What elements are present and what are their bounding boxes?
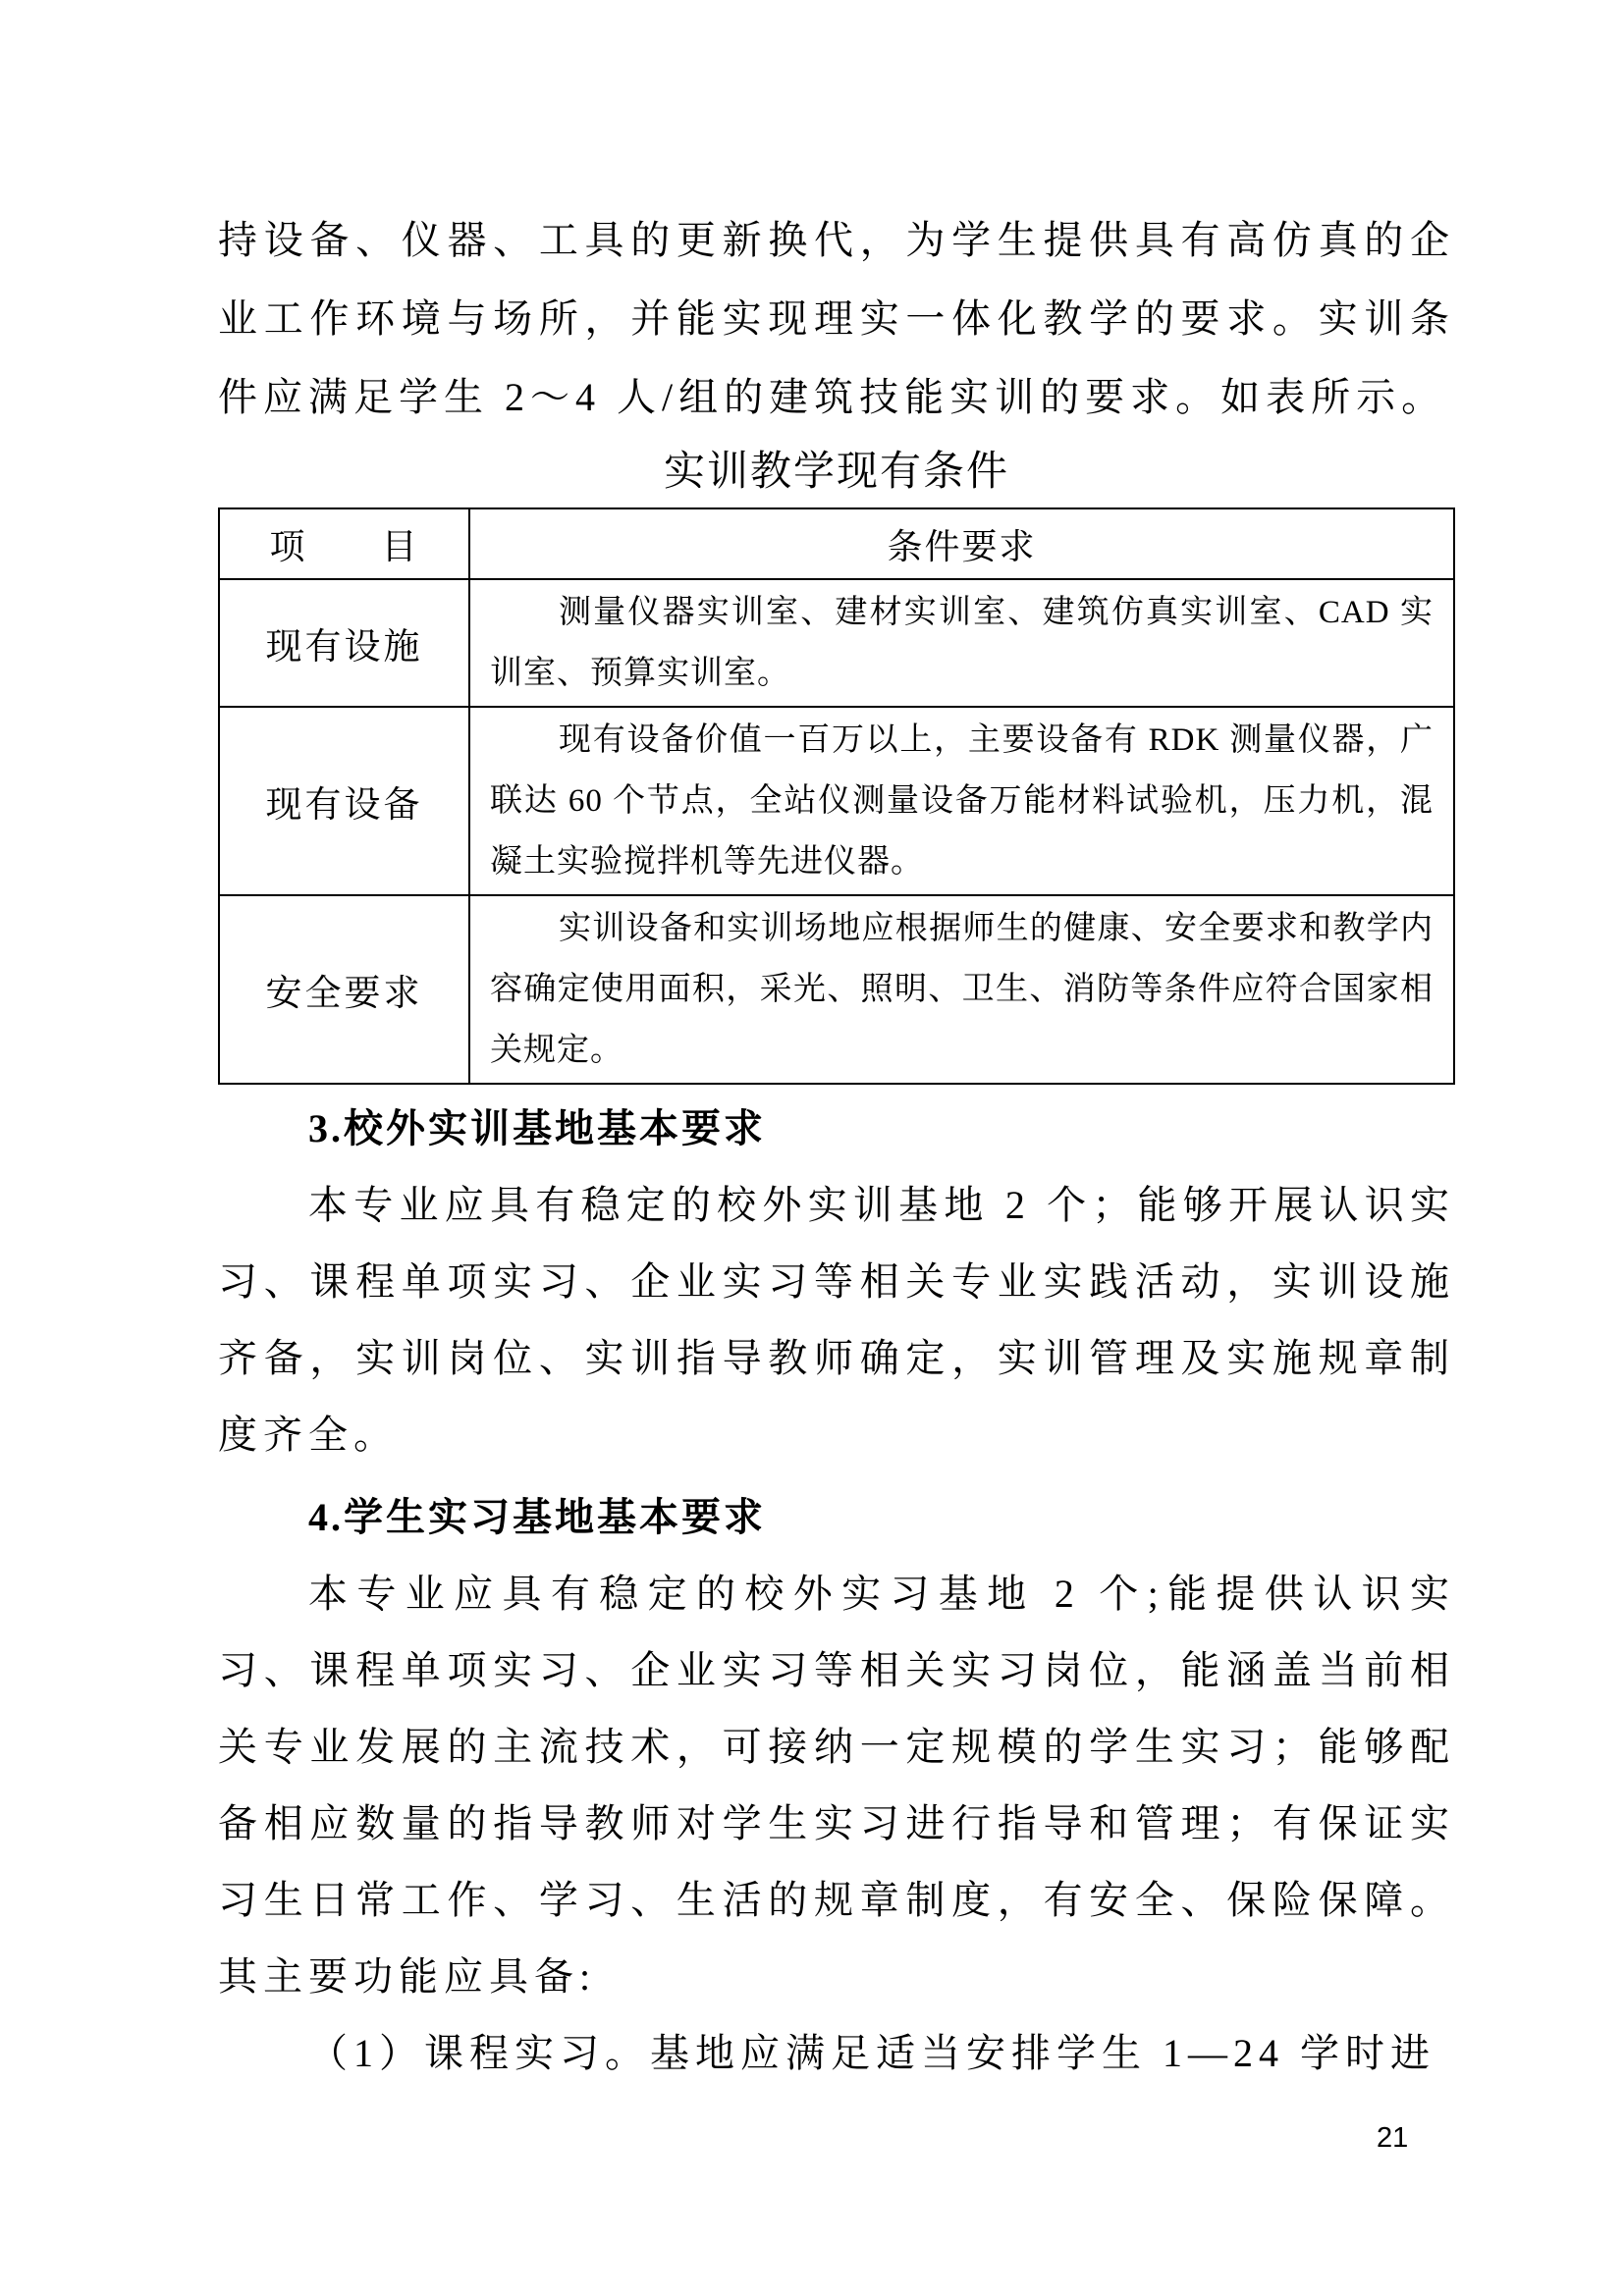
section-3-heading: 3.校外实训基地基本要求 — [308, 1106, 766, 1150]
page-number: 21 — [1377, 2122, 1409, 2154]
header-cell-requirement: 条件要求 — [469, 508, 1454, 579]
row-label-safety: 安全要求 — [219, 895, 469, 1084]
page-content — [218, 201, 1455, 2092]
row-value-equipment: 现有设备价值一百万以上，主要设备有 RDK 测量仪器，广联达 60 个节点，全站仪测量设备万能材料试验机，压力机，混凝土实验搅拌机等先进仪器。 — [469, 707, 1454, 895]
row-label-facilities: 现有设施 — [219, 579, 469, 707]
row-value-safety: 实训设备和实训场地应根据师生的健康、安全要求和教学内容确定使用面积，采光、照明、卫生、消防等条件应符合国家相关规定。 — [469, 895, 1454, 1084]
section-4-paragraph: 本专业应具有稳定的校外实习基地 2 个;能提供认识实习、课程单项实习、企业实习等相关实习岗位，能涵盖当前相关专业发展的主流技术，可接纳一定规模的学生实习；能够配备相应数量的指导教师对学生实习进行指导和管理；有保证实习生日常工作、学习、生活的规章制度，有安全、保险保障。其主要功能应具备: — [218, 1572, 1455, 1999]
table-row — [219, 895, 1454, 1084]
header-cell-item: 项 目 — [219, 508, 469, 579]
table-row — [219, 707, 1454, 895]
row-label-equipment: 现有设备 — [219, 707, 469, 895]
section-3-paragraph: 本专业应具有稳定的校外实训基地 2 个；能够开展认识实习、课程单项实习、企业实习等相关专业实践活动，实训设施齐备，实训岗位、实训指导教师确定，实训管理及实施规章制度齐全。 — [218, 1183, 1455, 1457]
intro-paragraph: 持设备、仪器、工具的更新换代，为学生提供具有高仿真的企业工作环境与场所，并能实现理实一体化教学的要求。实训条件应满足学生 2～4 人/组的建筑技能实训的要求。如表所示。 — [218, 218, 1455, 419]
table-row — [219, 579, 1454, 707]
section-4-item-1: （1）课程实习。基地应满足适当安排学生 1—24 学时进 — [308, 2031, 1435, 2075]
section-4-heading: 4.学生实习基地基本要求 — [308, 1495, 766, 1539]
table-header-row — [219, 508, 1454, 579]
table-title: 实训教学现有条件 — [663, 450, 1009, 495]
row-value-facilities: 测量仪器实训室、建材实训室、建筑仿真实训室、CAD 实训室、预算实训室。 — [469, 579, 1454, 707]
training-conditions-table — [218, 507, 1455, 1085]
